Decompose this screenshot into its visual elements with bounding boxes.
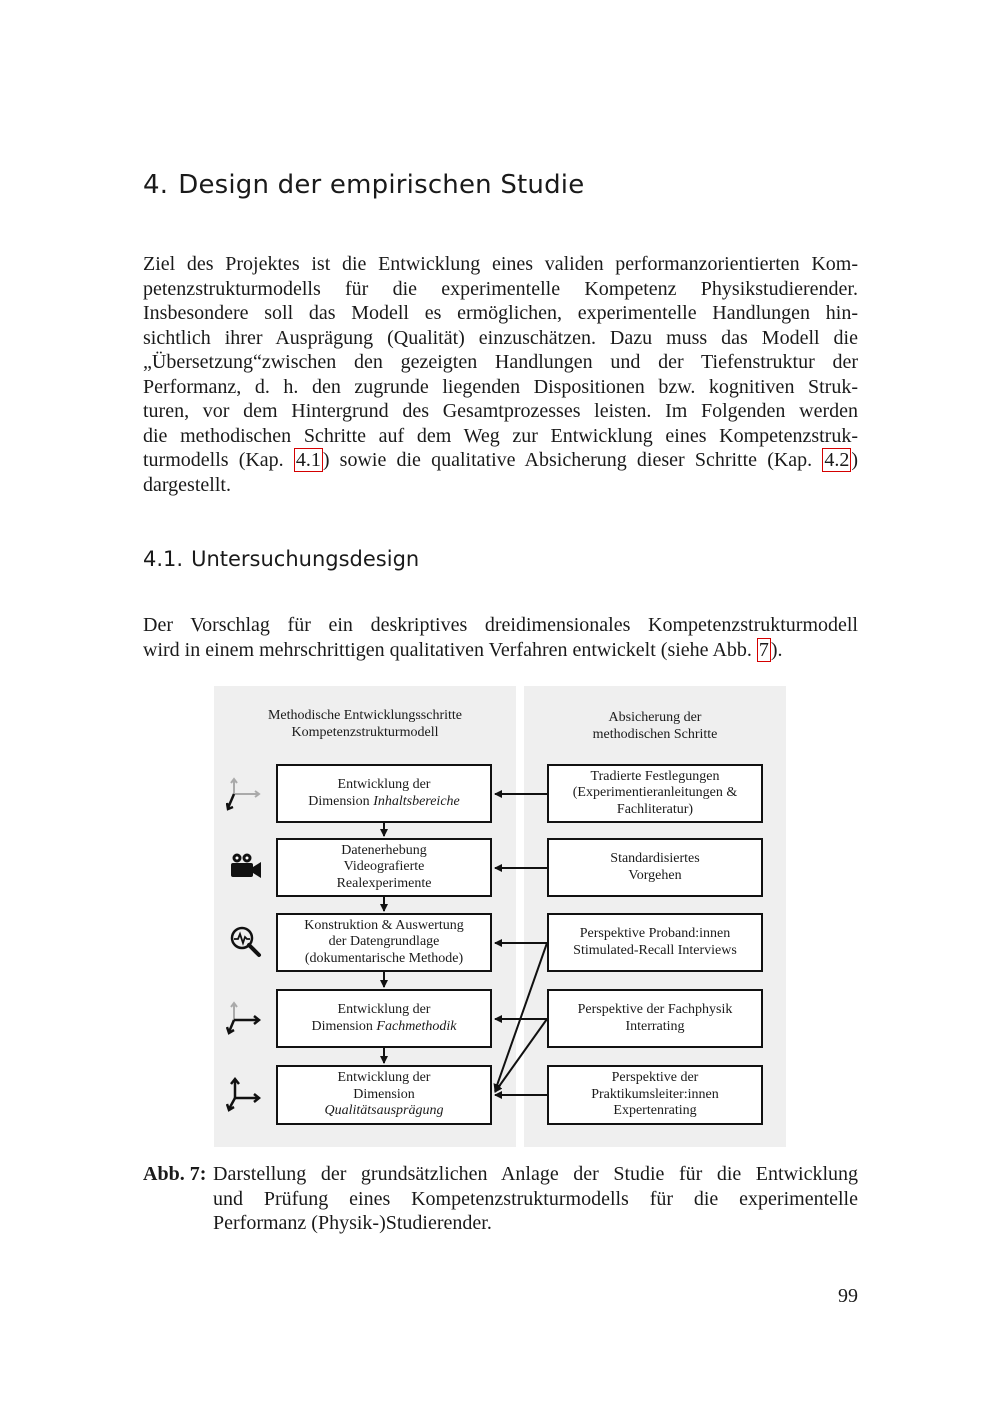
chapter-number: 4. — [143, 170, 169, 200]
axes-x-icon — [226, 776, 262, 812]
header-line: methodischen Schritte — [592, 727, 718, 742]
caption-line: Performanz (Physik-)Studierender. — [213, 1212, 492, 1234]
video-camera-icon — [228, 850, 264, 886]
section-title-text: Untersuchungsdesign — [191, 547, 420, 571]
box-text: Dimension — [311, 1018, 377, 1034]
box-line: Tradierte Festlegungen — [590, 768, 720, 784]
box-line: Vorgehen — [628, 867, 682, 883]
intro-line: Insbesondere soll das Modell es ermöglichen, experimentelle Handlungen hin- — [143, 302, 858, 324]
box-line: Realexperimente — [336, 875, 432, 891]
intro-line: petenzstrukturmodells für die experimentelle Kompetenz Physikstudierender. — [143, 277, 858, 300]
box-line: Dimension — [353, 1086, 415, 1102]
section-ref-link[interactable]: 4.2 — [824, 449, 850, 471]
axes-xy-icon — [226, 1000, 262, 1036]
figure-ref-link[interactable]: 7 — [758, 638, 769, 661]
box-line: Perspektive der Fachphysik — [577, 1002, 733, 1017]
box-line: Fachliteratur) — [616, 801, 694, 817]
box-line: Standardisiertes — [610, 851, 700, 866]
axes-xyz-icon — [226, 1076, 262, 1112]
chapter-title-text: Design der empirischen Studie — [178, 170, 585, 200]
intro-text: turmodells (Kap. — [143, 449, 294, 471]
caption-line: und Prüfung eines Kompetenzstrukturmodells für die experimentelle — [213, 1187, 858, 1210]
section-ref-link[interactable]: 4.1 — [295, 449, 321, 471]
section-text: ). — [770, 638, 783, 661]
section-paragraph — [143, 613, 858, 662]
page-number: 99 — [838, 1285, 858, 1307]
magnifier-signal-icon — [228, 924, 264, 960]
intro-line: sichtlich ihrer Ausprägung (Qualität) einzuschätzen. Dazu muss das Modell die — [143, 326, 858, 349]
intro-line — [143, 448, 858, 473]
caption-label: Abb. 7: — [143, 1163, 207, 1185]
section-title — [143, 547, 419, 571]
header-line: Methodische Entwicklungsschritte — [267, 708, 463, 723]
box-line: Perspektive der — [611, 1070, 699, 1086]
box-line: Datenerhebung — [341, 842, 427, 858]
section-line — [143, 638, 858, 663]
intro-line: Ziel des Projektes ist die Entwicklung eines validen performanzorientierten Kom- — [143, 253, 858, 275]
box-line: Konstruktion & Auswertung — [304, 917, 464, 933]
box-line: Stimulated-Recall Interviews — [573, 942, 737, 958]
chapter-title — [143, 170, 584, 200]
box-text: Dimension — [308, 793, 374, 809]
caption-line: Darstellung der grundsätzlichen Anlage der Studie für die Entwicklung — [213, 1163, 858, 1185]
study-design-figure — [214, 686, 786, 1147]
box-line: Interrating — [625, 1018, 685, 1034]
box-line: Perspektive Proband:innen — [579, 926, 731, 941]
intro-line: die methodischen Schritte auf dem Weg zur Entwicklung eines Kompetenzstruk- — [143, 424, 858, 447]
section-line: Der Vorschlag für ein deskriptives dreidimensionales Kompetenzstrukturmodell — [143, 614, 858, 636]
header-line: Absicherung der — [608, 710, 702, 725]
intro-line: dargestellt. — [143, 473, 231, 496]
intro-line: „Übersetzung“zwischen den gezeigten Handlungen und der Tiefenstruktur der — [143, 351, 858, 373]
box-line: Entwicklung der — [337, 1002, 431, 1017]
box-line: (Experimentieranleitungen & — [572, 785, 738, 801]
box-line: Praktikumsleiter:innen — [591, 1086, 719, 1102]
intro-text: ) sowie die qualitative Absicherung dieser Schritte (Kap. — [322, 449, 823, 471]
intro-line: Performanz, d. h. den zugrunde liegenden Dispositionen bzw. kognitiven Struk- — [143, 375, 858, 398]
box-italic-text: Qualitätsausprägung — [324, 1103, 444, 1119]
box-italic-text: Fachmethodik — [376, 1018, 457, 1034]
flow-arrows — [214, 686, 786, 1147]
section-number: 4.1. — [143, 547, 184, 571]
section-text: wird in einem mehrschrittigen qualitativen Verfahren entwickelt (siehe Abb. — [143, 638, 757, 661]
box-italic-text: Inhaltsbereiche — [373, 793, 460, 809]
header-line: Kompetenzstrukturmodell — [291, 725, 439, 740]
intro-text: ) — [851, 449, 859, 471]
box-line: Entwicklung der — [337, 777, 431, 792]
box-line: der Datengrundlage — [328, 934, 440, 950]
box-line: (dokumentarische Methode) — [304, 950, 464, 966]
box-line: Entwicklung der — [337, 1070, 431, 1086]
caption-text — [213, 1162, 858, 1236]
box-line: Videografierte — [343, 859, 425, 875]
box-line: Expertenrating — [613, 1103, 697, 1119]
intro-line: turen, vor dem Hintergrund des Gesamtprozesses leisten. Im Folgenden werden — [143, 400, 858, 422]
intro-paragraph — [143, 252, 858, 497]
